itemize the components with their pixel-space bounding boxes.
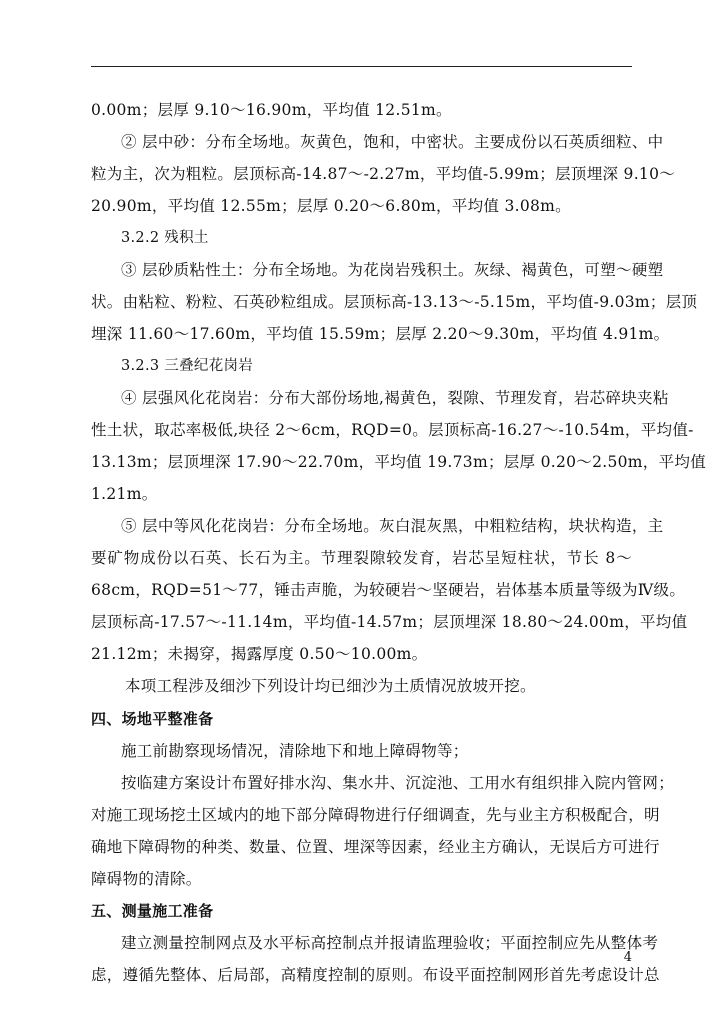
section-heading-5: 五、测量施工准备 bbox=[91, 902, 214, 920]
body-line: 要矿物成份以石英、长石为主。节理裂隙较发育，岩芯呈短柱状，节长 8～ bbox=[91, 549, 632, 567]
body-line: 障碍物的清除。 bbox=[91, 870, 202, 888]
section-heading-3-2-3: 3.2.3 三叠纪花岗岩 bbox=[121, 358, 254, 374]
page-number: 4 bbox=[623, 950, 632, 965]
body-line: 20.90m，平均值 12.55m；层厚 0.20～6.80m，平均值 3.08m。 bbox=[91, 197, 571, 215]
paragraph-layer-4-start: ④ 层强风化花岗岩：分布大部份场地,褐黄色，裂隙、节理发育，岩芯碎块夹粘 bbox=[121, 389, 669, 407]
body-line: 建立测量控制网点及水平标高控制点并报请监理验收；平面控制应先从整体考 bbox=[121, 934, 659, 952]
body-line: 层顶标高-17.57～-11.14m，平均值-14.57m；层顶埋深 18.80～24.00m，平均值 bbox=[91, 613, 688, 631]
body-line: 埋深 11.60～17.60m，平均值 15.59m；层厚 2.20～9.30m，平均值 4.91m。 bbox=[91, 325, 670, 343]
body-line: 68cm，RQD=51～77，锤击声脆，为较硬岩～坚硬岩，岩体基本质量等级为Ⅳ级。 bbox=[91, 581, 686, 599]
paragraph-layer-3-start: ③ 层砂质粘性土：分布全场地。为花岗岩残积土。灰绿、褐黄色，可塑～硬塑 bbox=[121, 261, 664, 279]
body-line: 本项工程涉及细沙下列设计均已细沙为土质情况放坡开挖。 bbox=[125, 677, 536, 695]
body-line: 确地下障碍物的种类、数量、位置、埋深等因素，经业主方确认，无误后方可进行 bbox=[91, 838, 660, 856]
section-heading-4: 四、场地平整准备 bbox=[91, 710, 214, 728]
body-line: 对施工现场挖土区域内的地下部分障碍物进行仔细调查，先与业主方积极配合，明 bbox=[91, 806, 660, 824]
body-line: 13.13m；层顶埋深 17.90～22.70m，平均值 19.73m；层厚 0.20～2.50m，平均值 bbox=[91, 453, 706, 471]
section-heading-3-2-2: 3.2.2 残积土 bbox=[121, 230, 209, 246]
body-line: 21.12m；未揭穿，揭露厚度 0.50～10.00m。 bbox=[91, 645, 428, 663]
body-line: 1.21m。 bbox=[91, 485, 158, 503]
body-line: 虑，遵循先整体、后局部，高精度控制的原则。布设平面控制网形首先考虑设计总 bbox=[91, 966, 660, 984]
body-line: 按临建方案设计布置好排水沟、集水井、沉淀池、工用水有组织排入院内管网； bbox=[121, 774, 675, 792]
body-line: 施工前勘察现场情况，清除地下和地上障碍物等； bbox=[121, 742, 469, 760]
body-line: 0.00m；层厚 9.10～16.90m，平均值 12.51m。 bbox=[91, 101, 452, 119]
paragraph-layer-5-start: ⑤ 层中等风化花岗岩：分布全场地。灰白混灰黑，中粗粒结构，块状构造，主 bbox=[121, 517, 664, 535]
body-line: 性土状，取芯率极低,块径 2～6cm，RQD=0。层顶标高-16.27～-10.54m，平均值- bbox=[91, 421, 694, 439]
body-line: 粒为主，次为粗粒。层顶标高-14.87～-2.27m，平均值-5.99m；层顶埋深 9.10～ bbox=[91, 165, 676, 183]
body-line: 状。由粘粒、粉粒、石英砂粒组成。层顶标高-13.13～-5.15m，平均值-9.03m；层顶 bbox=[91, 293, 698, 311]
paragraph-layer-2-start: ② 层中砂：分布全场地。灰黄色，饱和，中密状。主要成份以石英质细粒、中 bbox=[121, 133, 664, 151]
header-rule bbox=[91, 66, 632, 67]
